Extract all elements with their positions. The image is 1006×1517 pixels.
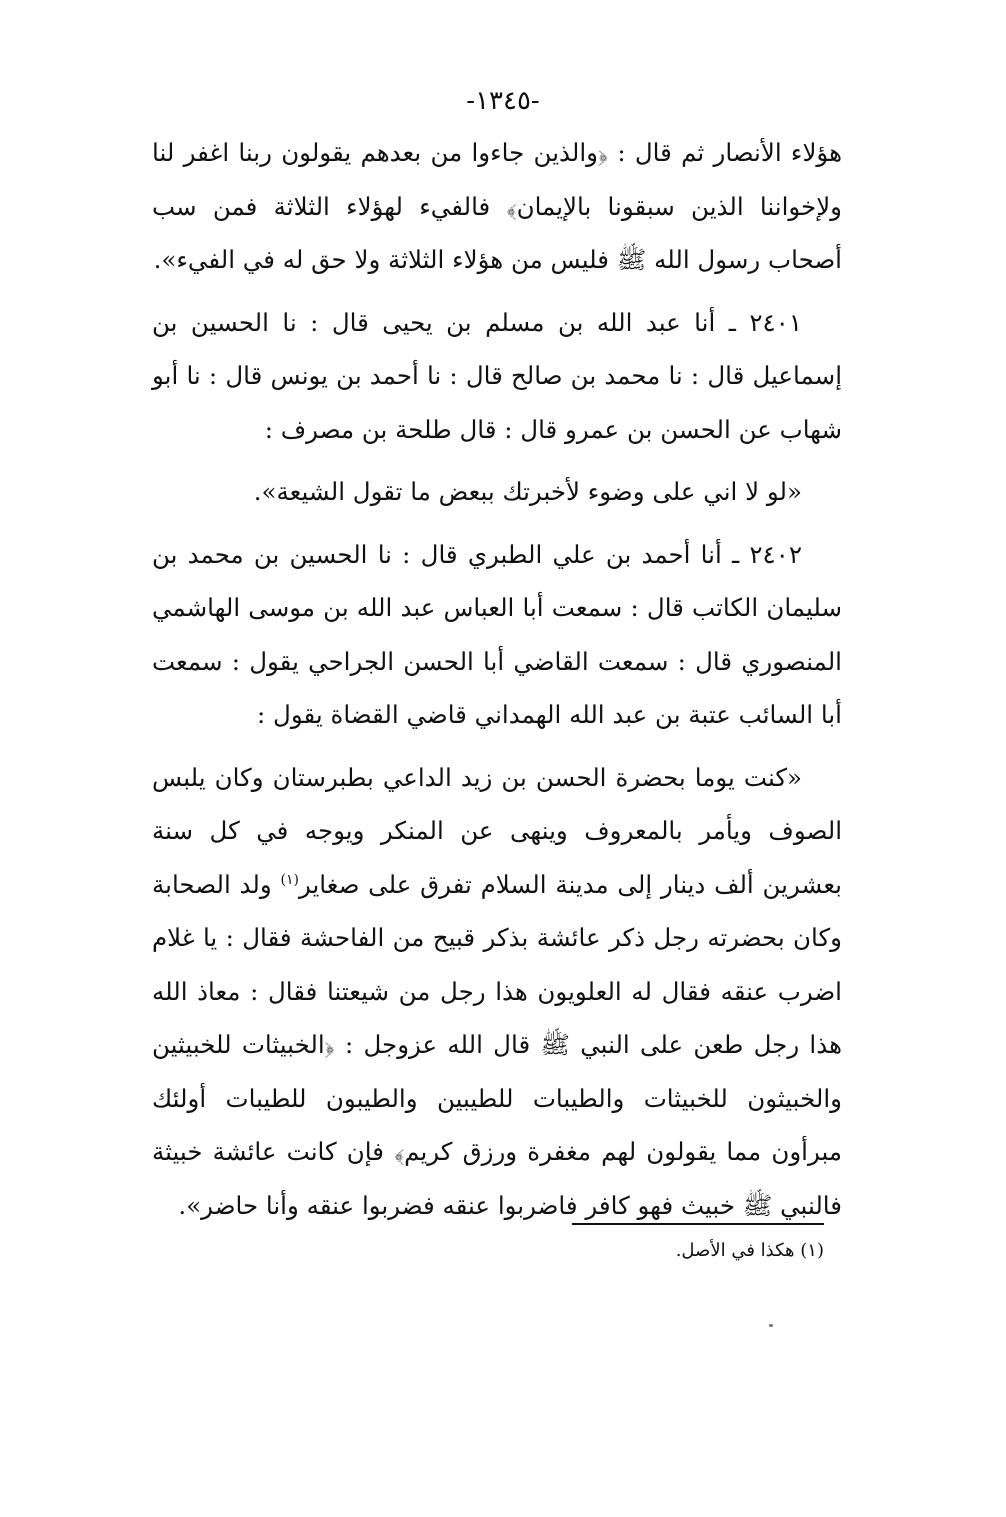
footnote-marker: (١) (280, 871, 299, 888)
paragraph-2401: ٢٤٠١ ـ أنا عبد الله بن مسلم بن يحيى قال : نا الحسين بن إسماعيل قال : نا محمد بن صالح قال : نا أحمد بن يونس قال : نا أبو شهاب عن الحسن بن عمرو قال : قال طلحة بن مصرف : (152, 307, 842, 444)
scan-speck (769, 1324, 773, 1327)
quote-talha: «لو لا اني على وضوء لأخبرتك ببعض ما تقول الشيعة». (253, 477, 802, 506)
main-text (152, 126, 842, 1241)
quote-text-part-2: ولد الصحابة وكان بحضرته رجل ذكر عائشة بذكر قبيح من الفاحشة فقال : يا غلام اضرب عنقه فقال له العلويون هذا رجل من شيعتنا فقال : معاذ الله هذا رجل طعن على النبي ﷺ قال الله عزوجل : ﴿الخبيثات للخبيثين والخبيثون للخبيثات والطيبات للطيبين والطيبون للطيبات أولئك مبرأون مما يقولون لهم مغفرة ورزق كريم﴾ فإن كانت عائشة خبيثة فالنبي ﷺ خبيث فهو كافر فاضربوا عنقه فضربوا عنقه وأنا حاضر». (152, 869, 842, 1220)
quote-hasan-ibn-zayd (152, 751, 842, 1233)
page-number: -١٣٤٥- (466, 86, 540, 116)
quote-text-part-1: «كنت يوما بحضرة الحسن بن زيد الداعي بطبرستان وكان يلبس الصوف ويأمر بالمعروف وينهى عن المنكر ويوجه في كل سنة بعشرين ألف دينار إلى مدينة السلام تفرق على صغاير (152, 762, 843, 899)
paragraph-2402: ٢٤٠٢ ـ أنا أحمد بن علي الطبري قال : نا الحسين بن محمد بن سليمان الكاتب قال : سمعت أبا العباس عبد الله بن موسى الهاشمي المنصوري قال : سمعت القاضي أبا الحسن الجراحي يقول : سمعت أبا السائب عتبة بن عبد الله الهمداني قاضي القضاة يقول : (152, 539, 842, 729)
footnote-separator (572, 1223, 824, 1225)
paragraph-continuation: هؤلاء الأنصار ثم قال : ﴿والذين جاءوا من بعدهم يقولون ربنا اغفر لنا ولإخواننا الذين سبقونا بالإيمان﴾ فالفيء لهؤلاء الثلاثة فمن سب أصحاب رسول الله ﷺ فليس من هؤلاء الثلاثة ولا حق له في الفيء». (152, 138, 842, 274)
footnote: (١) هكذا في الأصل. (675, 1240, 824, 1261)
